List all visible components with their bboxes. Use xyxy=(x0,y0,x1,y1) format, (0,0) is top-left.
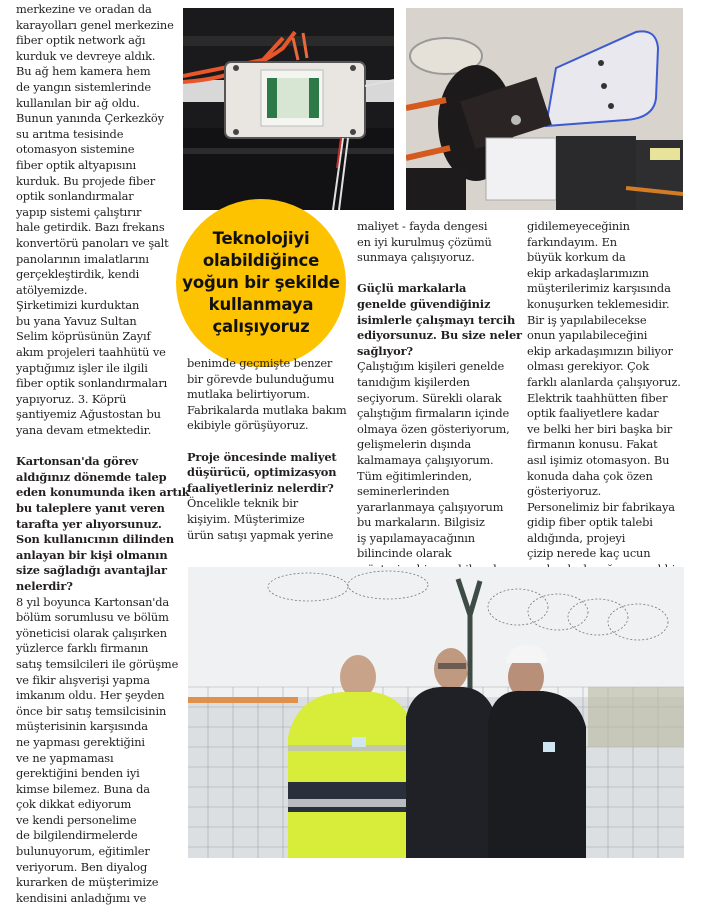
text-line: Proje öncesinde maliyet xyxy=(187,449,337,464)
text-line: panolarının imalatlarını xyxy=(16,251,149,266)
text-line: tarafta yer alıyorsunuz. xyxy=(16,516,162,531)
text-line: kişiyim. Müşterimize xyxy=(187,511,305,526)
text-line: de yangın sistemlerinde xyxy=(16,79,151,94)
paragraph xyxy=(16,2,186,298)
text-line: ekip arkadaşımızın biliyor xyxy=(527,343,673,358)
article-column-4 xyxy=(527,219,697,578)
text-line: bir görevde bulunduğumu xyxy=(187,371,335,386)
interview-question xyxy=(187,450,347,497)
paragraph xyxy=(357,219,517,266)
text-line: mutlaka belirtiyorum. xyxy=(187,387,310,402)
text-line: Öncelikle teknik bir xyxy=(187,496,299,511)
text-line: de bilgilendirmelerde xyxy=(16,828,138,843)
text-line: optik sonlandırmalar xyxy=(16,189,134,204)
text-line: ekibiyle görüşüyoruz. xyxy=(187,418,309,433)
text-line: gidip fiber optik talebi xyxy=(527,515,653,530)
text-line: kurduk ve devreye aldık. xyxy=(16,48,156,63)
text-line: ve ne yapmaması xyxy=(16,750,114,765)
text-line: yana devam etmektedir. xyxy=(16,423,152,438)
paragraph xyxy=(527,500,697,578)
text-line: ekip arkadaşlarımızın xyxy=(527,265,649,280)
text-line: kurduk. Bu projede fiber xyxy=(16,173,156,188)
text-line: çalıştığım firmaların içinde xyxy=(357,406,510,421)
text-line: Şirketimizi kurduktan xyxy=(16,298,140,313)
text-line: çok dikkat ediyorum xyxy=(16,797,132,812)
text-line: Teknolojiyi xyxy=(212,229,310,248)
text-line: Personelimiz bir fabrikaya xyxy=(527,499,675,514)
text-line: onun yapılabileceğini xyxy=(527,328,648,343)
text-line: gelişmelerin dışında xyxy=(357,437,471,452)
text-line: gerektiğini benden iyi xyxy=(16,766,140,781)
text-line: kalmamaya çalışıyorum. xyxy=(357,452,494,467)
text-line: ne yapması gerektiğini xyxy=(16,734,145,749)
text-line: Bir iş yapılabilecekse xyxy=(527,312,647,327)
text-line: bulunuyorum, eğitimler xyxy=(16,844,150,859)
text-line: sunmaya çalışıyoruz. xyxy=(357,250,475,265)
text-line: konuda daha çok özen xyxy=(527,468,653,483)
text-line: çizip nerede kaç ucun xyxy=(527,546,651,561)
text-line: Selim köprüsünün Zayıf xyxy=(16,329,151,344)
text-line: farklı alanlarda çalışıyoruz. xyxy=(527,374,681,389)
text-line: farkındayım. En xyxy=(527,234,617,249)
text-line: fiber optik sonlandırmaları xyxy=(16,376,168,391)
interview-answer xyxy=(357,359,517,577)
text-line: veriyorum. Ben diyalog xyxy=(16,859,148,874)
article-column-2 xyxy=(187,356,347,543)
text-line: atölyemizde. xyxy=(16,282,88,297)
text-line: olmaya özen gösteriyorum, xyxy=(357,421,510,436)
text-line: düşürücü, optimizasyon xyxy=(187,465,337,480)
text-line: yapıyoruz. 3. Köprü xyxy=(16,391,127,406)
text-line: sağlıyor? xyxy=(357,343,413,358)
text-line: kullanmaya xyxy=(208,295,314,314)
text-line: müşterilerimiz karşısında xyxy=(527,281,671,296)
text-line: fiber optik altyapısını xyxy=(16,157,137,172)
text-line: Kartonsan'da görev xyxy=(16,454,139,469)
text-line: Fabrikalarda mutlaka bakım xyxy=(187,402,347,417)
text-line: konuşurken teklemesidir. xyxy=(527,296,670,311)
text-line: yoğun bir şekilde xyxy=(182,273,340,292)
text-line: kullanılan bir ağ oldu. xyxy=(16,95,140,110)
text-line: seçiyorum. Sürekli olarak xyxy=(357,390,502,405)
text-line: gösteriyoruz. xyxy=(527,484,602,499)
text-line: optik faaliyetlere kadar xyxy=(527,406,659,421)
text-line: ve belki her biri başka bir xyxy=(527,421,672,436)
text-line: yüzlerce farklı firmanın xyxy=(16,641,149,656)
text-line: Tüm eğitimlerinden, xyxy=(357,468,472,483)
text-line: en iyi kurulmuş çözümü xyxy=(357,234,492,249)
interview-question xyxy=(16,454,190,594)
photo-fiber-junction-box xyxy=(183,8,394,210)
text-line: konvertörü panoları ve şalt xyxy=(16,235,169,250)
text-line: Son kullanıcının dilinden xyxy=(16,532,174,547)
text-line: Çalıştığım kişileri genelde xyxy=(357,359,505,374)
pull-quote-text xyxy=(182,228,339,338)
text-line: maliyet - fayda dengesi xyxy=(357,219,488,233)
text-line: yapıp sistemi çalıştırır xyxy=(16,204,142,219)
text-line: müşterisinin karşısında xyxy=(16,719,148,734)
text-line: büyük korkum da xyxy=(527,250,626,265)
text-line: ve fikir alışverişi yapma xyxy=(16,672,150,687)
text-line: iş yapılamayacağının xyxy=(357,530,475,545)
text-line: gerçekleştirdik, kendi xyxy=(16,267,140,282)
text-line: seminerlerinden xyxy=(357,484,450,499)
text-line: isimlerle çalışmayı tercih xyxy=(357,312,516,327)
text-line: önce bir satış temsilcisinin xyxy=(16,703,167,718)
text-line: su arıtma tesisinde xyxy=(16,126,124,141)
text-line: benimde geçmişte benzer xyxy=(187,356,333,370)
text-line: tanıdığım kişilerden xyxy=(357,374,470,389)
pull-quote-circle xyxy=(176,199,346,367)
interview-question xyxy=(357,281,522,359)
text-line: kendisini anladığımı ve xyxy=(16,890,147,905)
text-line: genelde güvendiğiniz xyxy=(357,296,491,311)
text-line: akım projeleri taahhütü ve xyxy=(16,345,166,360)
text-line: karayolları genel merkezine xyxy=(16,17,174,32)
text-line: kurarken de müşterimize xyxy=(16,875,159,890)
text-line: nelerdir? xyxy=(16,578,73,593)
text-line: firmanın konusu. Fakat xyxy=(527,437,658,452)
paragraph xyxy=(527,219,697,500)
text-line: size sağladığı avantajlar xyxy=(16,563,167,578)
text-line: olabildiğince xyxy=(202,251,320,270)
text-line: yararlanmaya çalışıyorum xyxy=(357,499,504,514)
text-line: Bunun yanında Çerkezköy xyxy=(16,111,164,126)
interview-answer xyxy=(187,496,347,543)
text-line: fiber optik network ağı xyxy=(16,33,146,48)
text-line: hale getirdik. Bazı frekans xyxy=(16,220,165,235)
text-line: merkezine ve oradan da xyxy=(16,2,152,16)
text-line: eden konumunda iken artık xyxy=(16,485,190,500)
text-line: gidilemeyeceğinin xyxy=(527,219,630,233)
article-column-3 xyxy=(357,219,522,578)
text-line: bu yana Yavuz Sultan xyxy=(16,313,137,328)
text-line: aldığında, projeyi xyxy=(527,530,626,545)
text-line: 8 yıl boyunca Kartonsan'da xyxy=(16,594,170,609)
text-line: kimse bilemez. Buna da xyxy=(16,781,150,796)
text-line: anlayan bir kişi olmanın xyxy=(16,547,168,562)
photo-three-men-at-port-fence xyxy=(188,567,684,858)
paragraph xyxy=(187,356,347,434)
text-line: Bu ağ hem kamera hem xyxy=(16,64,151,79)
text-line: asıl işimiz otomasyon. Bu xyxy=(527,452,670,467)
article-column-1 xyxy=(16,2,190,906)
text-line: çalışıyoruz xyxy=(212,317,310,336)
text-line: şantiyemiz Ağustostan bu xyxy=(16,407,161,422)
text-line: bölüm sorumlusu ve bölüm xyxy=(16,610,169,625)
paragraph xyxy=(16,298,186,438)
text-line: satış temsilcileri ile görüşme xyxy=(16,656,179,671)
text-line: bu taleplere yanıt veren xyxy=(16,501,165,515)
text-line: olması gerekiyor. Çok xyxy=(527,359,650,374)
text-line: ve kendi personelime xyxy=(16,812,137,827)
text-line: bu markaların. Bilgisiz xyxy=(357,515,485,530)
text-line: otomasyon sistemine xyxy=(16,142,135,157)
text-line: faaliyetleriniz nelerdir? xyxy=(187,480,334,495)
text-line: aldığınız dönemde talep xyxy=(16,469,167,484)
text-line: Güçlü markalarla xyxy=(357,281,467,296)
photo-fiber-splice-closure xyxy=(406,8,683,210)
text-line: Elektrik taahhütten fiber xyxy=(527,390,668,405)
text-line: yaptığımız işler ile ilgili xyxy=(16,360,148,375)
text-line: bilincinde olarak xyxy=(357,546,452,561)
text-line: yöneticisi olarak çalışırken xyxy=(16,625,167,640)
text-line: ediyorsunuz. Bu size neler xyxy=(357,328,522,343)
text-line: ürün satışı yapmak yerine xyxy=(187,527,334,542)
interview-answer xyxy=(16,595,186,906)
text-line: imkanım oldu. Her şeyden xyxy=(16,688,165,703)
